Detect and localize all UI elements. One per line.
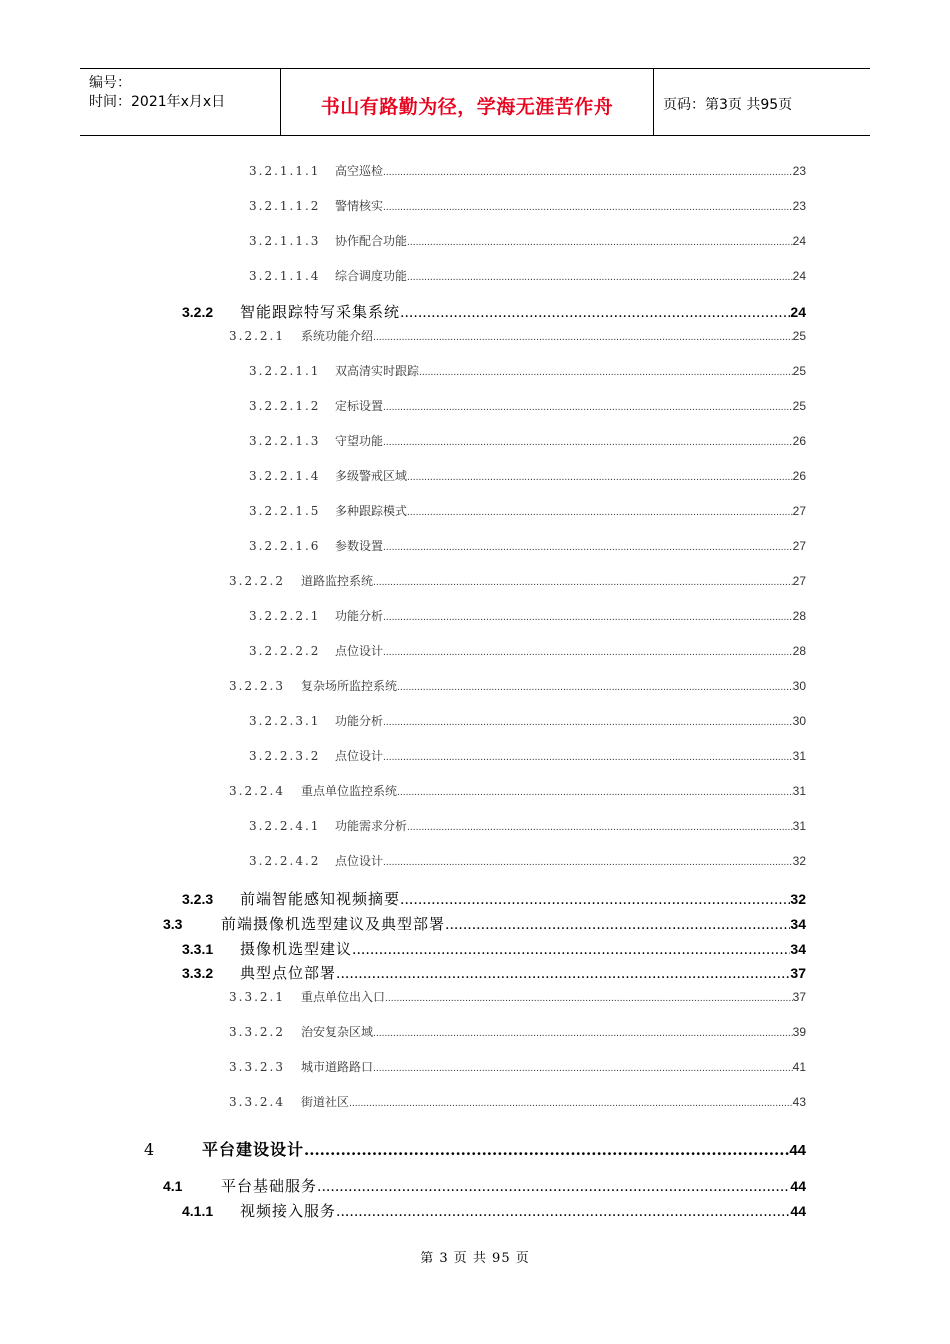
toc-page-number: 37: [790, 965, 806, 981]
toc-leader: [383, 648, 793, 658]
toc-number: 3.2.2: [182, 304, 214, 320]
toc-leader: [373, 1029, 793, 1039]
toc-leader: [336, 966, 790, 982]
toc-leader: [400, 892, 790, 908]
toc-title: 守望功能: [335, 434, 384, 448]
toc-entry[interactable]: [249, 432, 806, 449]
toc-number: 3.2.2.1: [229, 329, 285, 343]
toc-title: 点位设计: [335, 854, 384, 868]
toc-number: 3.2.2.1.1: [249, 364, 321, 378]
toc-number: 3.3.2.2: [229, 1025, 285, 1039]
toc-number: 3.2.2.1.5: [249, 504, 321, 518]
toc-title: 道路监控系统: [301, 574, 374, 588]
toc-title: 城市道路路口: [301, 1060, 374, 1074]
toc-entry[interactable]: [229, 1058, 806, 1075]
toc-entry[interactable]: [229, 572, 806, 589]
toc-title: 平台建设设计: [202, 1140, 305, 1159]
toc-page-number: 25: [792, 364, 806, 378]
toc-leader: [383, 613, 793, 623]
toc-entry[interactable]: [249, 537, 806, 554]
toc-page-number: 26: [792, 469, 806, 483]
toc-number: 4.1: [163, 1178, 183, 1194]
toc-number: 3.2.2.4.2: [249, 854, 321, 868]
toc-number: 3.2.2.4.1: [249, 819, 321, 833]
toc-entry[interactable]: [249, 362, 806, 379]
toc-leader: [383, 753, 793, 763]
toc-number: 3.2.3: [182, 891, 214, 907]
toc-leader: [407, 508, 793, 518]
toc-title: 重点单位监控系统: [301, 784, 398, 798]
toc-title: 摄像机选型建议: [240, 940, 353, 958]
toc-number: 3.3: [163, 916, 183, 932]
toc-number: 3.2.2.3.1: [249, 714, 321, 728]
toc-page-number: 23: [792, 164, 806, 178]
toc-number: 3.3.2.3: [229, 1060, 285, 1074]
toc-entry[interactable]: [249, 817, 806, 834]
date-label: 时间：2021年x月x日: [89, 94, 226, 110]
toc-page-number: 39: [792, 1025, 806, 1039]
toc-leader: [407, 823, 793, 833]
toc-page-number: 41: [792, 1060, 806, 1074]
toc-title: 系统功能介绍: [301, 329, 374, 343]
toc-entry[interactable]: [229, 988, 806, 1005]
toc-page-number: 37: [792, 990, 806, 1004]
toc-leader: [397, 788, 793, 798]
toc-leader: [373, 1064, 793, 1074]
toc-title: 点位设计: [335, 749, 384, 763]
page-label: 页码：第3页 共95页: [663, 97, 793, 113]
toc-entry[interactable]: [249, 607, 806, 624]
toc-number: 3.2.2.1.2: [249, 399, 321, 413]
toc-entry[interactable]: [249, 397, 806, 414]
toc-page-number: 32: [792, 854, 806, 868]
toc-leader: [407, 238, 793, 248]
toc-number: 3.2.1.1.4: [249, 269, 321, 283]
toc-page-number: 25: [792, 329, 806, 343]
toc-entry[interactable]: [229, 782, 806, 799]
toc-entry[interactable]: [182, 888, 806, 909]
toc-entry[interactable]: [249, 747, 806, 764]
toc-entry[interactable]: [163, 1175, 806, 1196]
toc-entry[interactable]: [182, 1200, 806, 1221]
toc-leader: [373, 578, 793, 588]
toc-page-number: 27: [792, 574, 806, 588]
toc-page-number: 31: [792, 784, 806, 798]
toc-title: 视频接入服务: [240, 1202, 337, 1220]
toc-leader: [383, 403, 793, 413]
toc-entry[interactable]: [249, 467, 806, 484]
motto-text: 书山有路勤为径，学海无涯苦作舟: [320, 96, 614, 118]
toc-number: 3.2.1.1.2: [249, 199, 321, 213]
toc-page-number: 26: [792, 434, 806, 448]
toc-number: 3.2.2.2.2: [249, 644, 321, 658]
toc-title: 双高清实时跟踪: [335, 364, 420, 378]
toc-entry[interactable]: [229, 1023, 806, 1040]
toc-leader: [383, 718, 793, 728]
toc-number: 3.3.2.1: [229, 990, 285, 1004]
toc-page-number: 28: [792, 644, 806, 658]
toc-page-number: 44: [789, 1142, 806, 1159]
toc-number: 3.3.2.4: [229, 1095, 285, 1109]
toc-number: 4.1.1: [182, 1203, 214, 1219]
toc-title: 多级警戒区域: [335, 469, 408, 483]
toc-leader: [400, 305, 790, 321]
toc-page-number: 24: [790, 304, 806, 320]
toc-number: 3.3.1: [182, 941, 214, 957]
toc-entry[interactable]: [182, 938, 806, 959]
toc-leader: [383, 543, 793, 553]
toc-entry[interactable]: [249, 712, 806, 729]
toc-entry[interactable]: [249, 162, 806, 179]
toc-title: 前端摄像机选型建议及典型部署: [221, 915, 446, 933]
toc-leader: [383, 858, 793, 868]
toc-page-number: 34: [790, 941, 806, 957]
toc-page-number: 27: [792, 504, 806, 518]
toc-number: 3.2.2.2: [229, 574, 285, 588]
toc-title: 功能分析: [335, 609, 384, 623]
toc-entry[interactable]: [249, 502, 806, 519]
toc-page-number: 31: [792, 749, 806, 763]
toc-leader: [397, 683, 793, 693]
toc-number: 3.2.2.3: [229, 679, 285, 693]
toc-leader: [383, 203, 793, 213]
toc-title: 警情核实: [335, 199, 384, 213]
toc-page-number: 34: [790, 916, 806, 932]
toc-title: 定标设置: [335, 399, 384, 413]
toc-page-number: 30: [792, 714, 806, 728]
toc-entry[interactable]: [229, 1093, 806, 1110]
toc-title: 点位设计: [335, 644, 384, 658]
toc-number: 3.2.2.3.2: [249, 749, 321, 763]
toc-leader: [419, 368, 793, 378]
toc-entry[interactable]: [249, 852, 806, 869]
toc-title: 复杂场所监控系统: [301, 679, 398, 693]
toc-page-number: 44: [790, 1203, 806, 1219]
toc-entry[interactable]: [182, 962, 806, 983]
toc-entry[interactable]: [249, 232, 806, 249]
toc-title: 多种跟踪模式: [335, 504, 408, 518]
toc-number: 3.2.2.1.4: [249, 469, 321, 483]
toc-entry[interactable]: [163, 913, 806, 934]
toc-leader: [383, 438, 793, 448]
toc-page-number: 25: [792, 399, 806, 413]
toc-page-number: 24: [792, 234, 806, 248]
toc-entry[interactable]: [144, 1137, 806, 1160]
toc-number: 3.2.1.1.1: [249, 164, 321, 178]
toc-page-number: 24: [792, 269, 806, 283]
toc-title: 街道社区: [301, 1095, 350, 1109]
toc-leader: [407, 473, 793, 483]
toc-title: 参数设置: [335, 539, 384, 553]
toc-page-number: 43: [792, 1095, 806, 1109]
toc-page-number: 23: [792, 199, 806, 213]
toc-page-number: 27: [792, 539, 806, 553]
toc-leader: [349, 1099, 793, 1109]
toc-page-number: 44: [790, 1178, 806, 1194]
toc-entry[interactable]: [229, 327, 806, 344]
toc-leader: [383, 168, 793, 178]
toc-page-number: 32: [790, 891, 806, 907]
toc-leader: [336, 1204, 790, 1220]
toc-title: 前端智能感知视频摘要: [240, 890, 401, 908]
toc-leader: [352, 942, 790, 958]
toc-leader: [445, 917, 790, 933]
toc-title: 功能分析: [335, 714, 384, 728]
toc-title: 治安复杂区域: [301, 1025, 374, 1039]
toc-leader: [407, 273, 793, 283]
toc-leader: [385, 994, 793, 1004]
page-footer: 第 3 页 共 95 页: [420, 1251, 530, 1266]
toc-entry[interactable]: [229, 677, 806, 694]
toc-entry[interactable]: [249, 642, 806, 659]
toc-title: 重点单位出入口: [301, 990, 386, 1004]
toc-number: 3.2.2.1.3: [249, 434, 321, 448]
toc-number: 3.2.2.1.6: [249, 539, 321, 553]
toc-entry[interactable]: [249, 267, 806, 284]
toc-title: 智能跟踪特写采集系统: [240, 303, 401, 321]
toc-page-number: 28: [792, 609, 806, 623]
toc-title: 平台基础服务: [221, 1177, 318, 1195]
toc-entry[interactable]: [182, 301, 806, 322]
toc-title: 功能需求分析: [335, 819, 408, 833]
toc-number: 4: [144, 1140, 155, 1159]
toc-page-number: 30: [792, 679, 806, 693]
toc-number: 3.3.2: [182, 965, 214, 981]
toc-number: 3.2.1.1.3: [249, 234, 321, 248]
toc-leader: [317, 1179, 790, 1195]
toc-leader: [304, 1141, 789, 1159]
toc-title: 高空巡检: [335, 164, 384, 178]
serial-label: 编号：: [89, 75, 131, 91]
toc-page-number: 31: [792, 819, 806, 833]
toc-title: 典型点位部署: [240, 964, 337, 982]
toc-entry[interactable]: [249, 197, 806, 214]
toc-number: 3.2.2.4: [229, 784, 285, 798]
toc-title: 综合调度功能: [335, 269, 408, 283]
toc-title: 协作配合功能: [335, 234, 408, 248]
toc-number: 3.2.2.2.1: [249, 609, 321, 623]
toc-leader: [373, 333, 793, 343]
